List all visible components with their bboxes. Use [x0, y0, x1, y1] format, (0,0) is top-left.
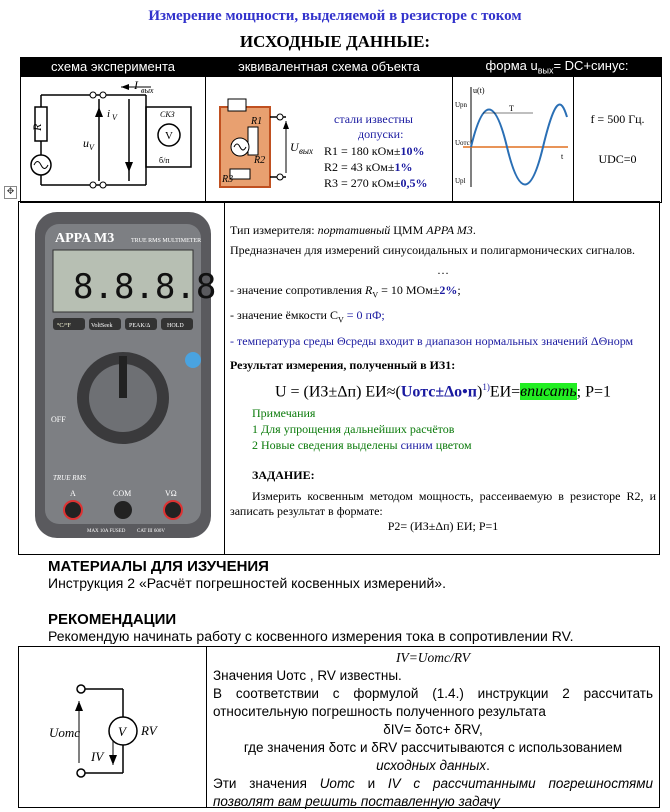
materials-heading: МАТЕРИАЛЫ ДЛЯ ИЗУЧЕНИЯ: [48, 558, 269, 575]
box-iv-label: IV: [91, 749, 104, 764]
uvyh-label: U: [290, 139, 299, 154]
r3-label: R3: [222, 173, 234, 185]
task-text: Измерить косвенным методом мощность, рассеиваемую в резисторе R2, и записать результат в формате:: [230, 489, 656, 519]
recommendations-heading: РЕКОМЕНДАЦИИ: [48, 611, 177, 628]
rvn-label: R: [30, 123, 44, 131]
result-formula: U = (ИЗ±Δп) ЕИ≈(Uотс±Δо•п)$^{1)}$ЕИ=вписать; P=1: [274, 381, 612, 401]
temperature-line: - температура среды Θсреды входит в диапазон нормальных значений ΔΘнорм: [230, 333, 634, 348]
box-line2: В соответствии с формулой (1.4.) инструкции 2 рассчитать относительную погрешность полученного результата: [213, 686, 653, 719]
meter-purpose-line: Предназначен для измерений синусоидальных и полигармонических сигналов.: [230, 243, 636, 257]
meter-btn-voltseek[interactable]: VoltSeek: [91, 323, 113, 329]
instrument-description: [230, 220, 656, 533]
equivalent-circuit-diagram: [206, 77, 452, 197]
task-heading: ЗАДАНИЕ:: [252, 468, 315, 483]
recommendations-section: [48, 611, 658, 644]
meter-btn-temp[interactable]: °C/°F: [57, 323, 71, 329]
box-line1: Значения Uотс , RV известны.: [213, 668, 402, 683]
iv-label: i: [107, 107, 111, 120]
udc-value: UDC=0: [598, 152, 637, 167]
resistance-line: - значение сопротивления $R_V = 10$ МОм±2%;: [230, 283, 461, 300]
multimeter-image: [33, 210, 217, 540]
experiment-circuit-diagram: [21, 77, 205, 197]
header-equivalent-scheme: эквивалентная схема объекта: [206, 58, 453, 77]
meter-a-jack: A: [70, 489, 76, 498]
waveform-diagram: [453, 77, 573, 197]
materials-text: Инструкция 2 «Расчёт погрешностей косвенных измерений».: [48, 575, 446, 591]
meter-brand: APPA M3: [55, 231, 115, 246]
page-title: Измерение мощности, выделяемой в резисторе с током: [148, 8, 522, 24]
note-1: 1 Для упрощения дальнейших расчётов: [252, 422, 455, 437]
box-rv-label: RV: [141, 723, 157, 738]
rms-label: СКЗ: [160, 109, 175, 119]
frequency-value: f = 500 Гц.: [590, 112, 645, 127]
wave-ut-label: u(t): [473, 85, 485, 95]
meter-off-label: OFF: [51, 415, 66, 424]
fill-in-field[interactable]: вписать: [520, 383, 577, 401]
table-move-handle-icon[interactable]: ✥: [4, 186, 17, 199]
known-line1: стали известны: [334, 111, 413, 126]
uvyh-sub: вых: [299, 145, 313, 156]
meter-btn-peak[interactable]: PEAK/Δ: [129, 323, 151, 329]
recommendations-text: Рекомендую начинать работу с косвенного измерения тока в сопротивлении RV.: [48, 628, 574, 644]
uv-sub: V: [89, 142, 94, 152]
meter-vohm-jack: VΩ: [165, 489, 177, 498]
experiment-scheme-cell: [21, 76, 206, 202]
r3-tolerance: R3 = 270 кОм±0,5%: [324, 175, 428, 190]
wave-period-label: T: [509, 103, 514, 113]
meter-type-line: Тип измерителя: портативный ЦММ APPA M3.: [230, 223, 476, 237]
i-out-label: I: [134, 77, 138, 92]
box-line4: где значения δотс и δRV рассчитываются с использованием исходных данных.: [243, 740, 623, 773]
meter-fuse-label: MAX 10A FUSED: [87, 529, 126, 534]
r2-tolerance: R2 = 43 кОм±1%: [324, 159, 413, 174]
r1-tolerance: R1 = 180 кОм±10%: [324, 143, 425, 158]
result-heading: Результат измерения, полученный в ИЗ1:: [230, 357, 456, 372]
capacitance-line: - значение ёмкости $С_V = 0$ пФ;: [230, 308, 385, 325]
waveform-cell: [453, 76, 574, 202]
meter-btn-hold[interactable]: HOLD: [167, 323, 184, 329]
known-line2: допуски:: [358, 126, 404, 141]
r1-label: R1: [251, 115, 263, 127]
initial-data-table: [20, 57, 662, 203]
i-out-sub: вых: [141, 85, 154, 95]
wave-upl-label: Upl: [455, 176, 466, 185]
ellipsis: …: [437, 263, 449, 277]
wave-t-axis-label: t: [561, 151, 564, 161]
meter-trms-label: TRUE RMS: [53, 474, 86, 482]
instrument-block: [18, 201, 660, 555]
meter-com-jack: COM: [113, 489, 132, 498]
iv-sub: V: [112, 112, 117, 122]
box-uotc-label: Uотс: [49, 725, 81, 740]
section-heading-initial-data: ИСХОДНЫЕ ДАННЫЕ:: [239, 32, 431, 51]
box-line5: Эти значения Uотс и IV с рассчитанными погрешностями позволят вам решить поставленную задачу: [213, 776, 654, 809]
header-experiment-scheme: схема эксперимента: [21, 58, 206, 77]
materials-section: [48, 558, 658, 591]
meter-cat-label: CAT III 600V: [137, 529, 165, 534]
meter-true-rms: TRUE RMS MULTIMETER: [131, 238, 202, 244]
task-format: P2= (ИЗ±Δп) ЕИ; P=1: [387, 519, 499, 534]
dc-label: б/п: [159, 155, 170, 165]
uv-label: u: [83, 135, 89, 150]
equivalent-scheme-cell: [206, 76, 453, 202]
recommendation-text: [213, 649, 653, 811]
wave-upn-label: Upn: [455, 100, 468, 109]
voltmeter-v-symbol: V: [165, 129, 173, 142]
notes-heading: Примечания: [252, 406, 316, 421]
box-v-symbol: V: [118, 724, 126, 739]
box-line3: δIV= δотс+ δRV,: [383, 722, 483, 737]
voltmeter-circuit-diagram: [49, 675, 185, 785]
meter-display: 8.8.8.8: [73, 267, 217, 307]
note-2: 2 Новые сведения выделены синим цветом: [252, 438, 472, 453]
freq-cell: [574, 76, 662, 202]
recommendation-box: [18, 646, 660, 808]
r2-label: R2: [254, 154, 266, 166]
header-waveform: форма $u_{вых}=$ DC+синус:: [453, 58, 662, 77]
iv-formula: IV=Uотс/RV: [395, 650, 471, 665]
wave-uotc-label: Uотс: [455, 138, 470, 147]
